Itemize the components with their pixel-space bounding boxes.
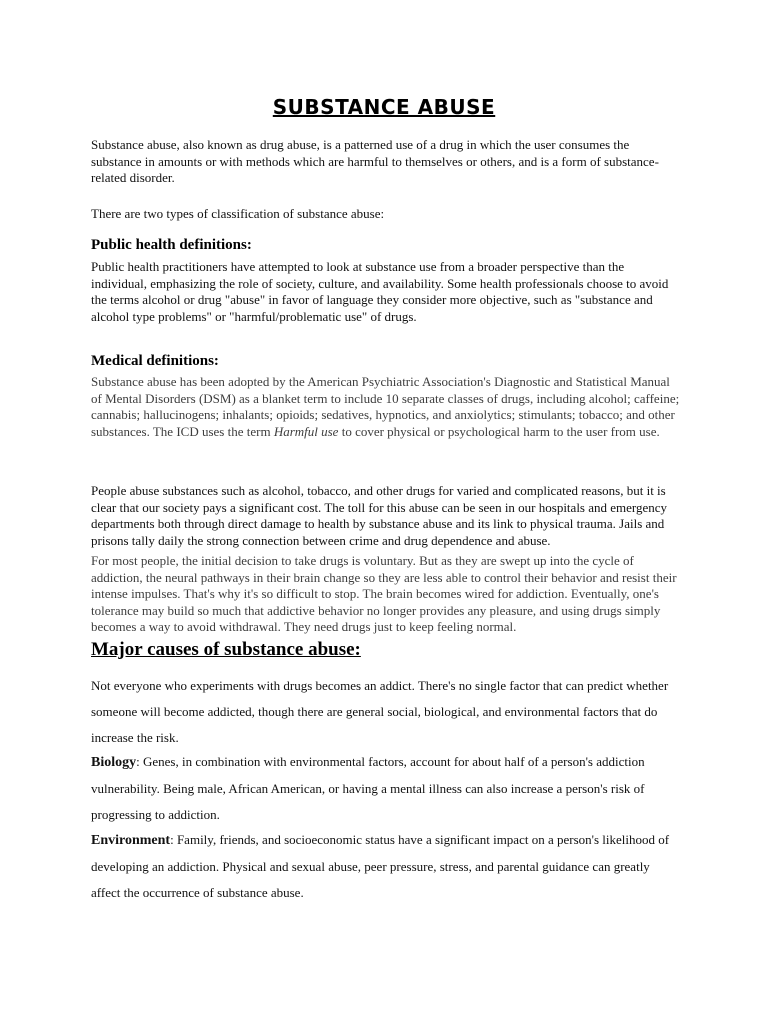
causes-heading-block (91, 639, 681, 661)
people-paragraph: People abuse substances such as alcohol, tobacco, and other drugs for varied and complicated reasons, but it is clear that our society pays a significant cost. The toll for this abuse can be seen in our hospitals and emergency departments both through direct damage to health by substance abuse and its link to physical trauma. Jails and prisons tally daily the strong connection between crime and drug dependence and abuse. (91, 483, 668, 548)
environment-block (91, 827, 681, 906)
medical-heading: Medical definitions: (91, 353, 219, 369)
environment-paragraph (91, 827, 681, 906)
intro-paragraph: Substance abuse, also known as drug abuse, is a patterned use of a drug in which the user consumes the substance in amounts or with methods which are harmful to themselves or others, and is a form of substance-related disorder. (91, 137, 659, 185)
medical-text-before: Substance abuse has been adopted by the American Psychiatric Association's Diagnostic and Statistical Manual of Mental Disorders (DSM) as a blanket term to include 10 separate classes of drugs, including alcohol; caffeine; cannabis; hallucinogens; inhalants; opioids; sedatives, hypnotics, and anxiolytics; stimulants; tobacco; and other substances. The ICD uses the term (91, 374, 680, 439)
voluntary-paragraph-block (91, 553, 681, 636)
biology-block (91, 749, 681, 828)
public-health-text: Public health practitioners have attempted to look at substance use from a broader perspective than the individual, emphasizing the role of society, culture, and availability. Some health professionals choose to avoid the terms alcohol or drug "abuse" in favor of language they consider more objective, such as "substance and alcohol type problems" or "harmful/problematic use" of drugs. (91, 259, 669, 324)
medical-text (91, 374, 681, 440)
biology-paragraph (91, 749, 681, 828)
public-health-text-block (91, 259, 681, 325)
people-paragraph-block (91, 483, 681, 549)
medical-text-after: to cover physical or psychological harm to the user from use. (338, 423, 660, 439)
page-title: SUBSTANCE ABUSE (272, 95, 496, 119)
medical-section (91, 352, 681, 370)
medical-text-block (91, 374, 681, 440)
harmful-use-term: Harmful use (273, 423, 339, 439)
causes-intro-block (91, 673, 681, 751)
types-line: There are two types of classification of substance abuse: (91, 206, 385, 221)
environment-label: Environment (91, 833, 171, 848)
types-line-block (91, 206, 681, 223)
public-health-heading: Public health definitions: (91, 237, 252, 253)
environment-text: : Family, friends, and socioeconomic status have a significant impact on a person's likelihood of developing an addiction. Physical and sexual abuse, peer pressure, stress, and parental guidance can greatly affect the occurrence of substance abuse. (91, 832, 670, 900)
biology-text: : Genes, in combination with environmental factors, account for about half of a person's addiction vulnerability. Being male, African American, or having a mental illness can also increase a person's risk of progressing to addiction. (91, 754, 645, 822)
causes-heading: Major causes of substance abuse: (91, 639, 361, 660)
public-health-section (91, 236, 681, 254)
voluntary-paragraph: For most people, the initial decision to take drugs is voluntary. But as they are swept up into the cycle of addiction, the neural pathways in their brain change so they are less able to control their behavior and resist their intense impulses. That's why it's so difficult to stop. The brain becomes wired for addiction. Eventually, one's tolerance may build so much that addictive behavior no longer provides any pleasure, and using drugs simply becomes a way to avoid withdrawal. They need drugs just to keep feeling normal. (91, 553, 677, 634)
intro-paragraph-block (91, 137, 681, 187)
biology-label: Biology (91, 755, 137, 770)
causes-intro: Not everyone who experiments with drugs becomes an addict. There's no single factor that can predict whether someone will become addicted, though there are general social, biological, and environmental factors that do increase the risk. (91, 678, 669, 745)
